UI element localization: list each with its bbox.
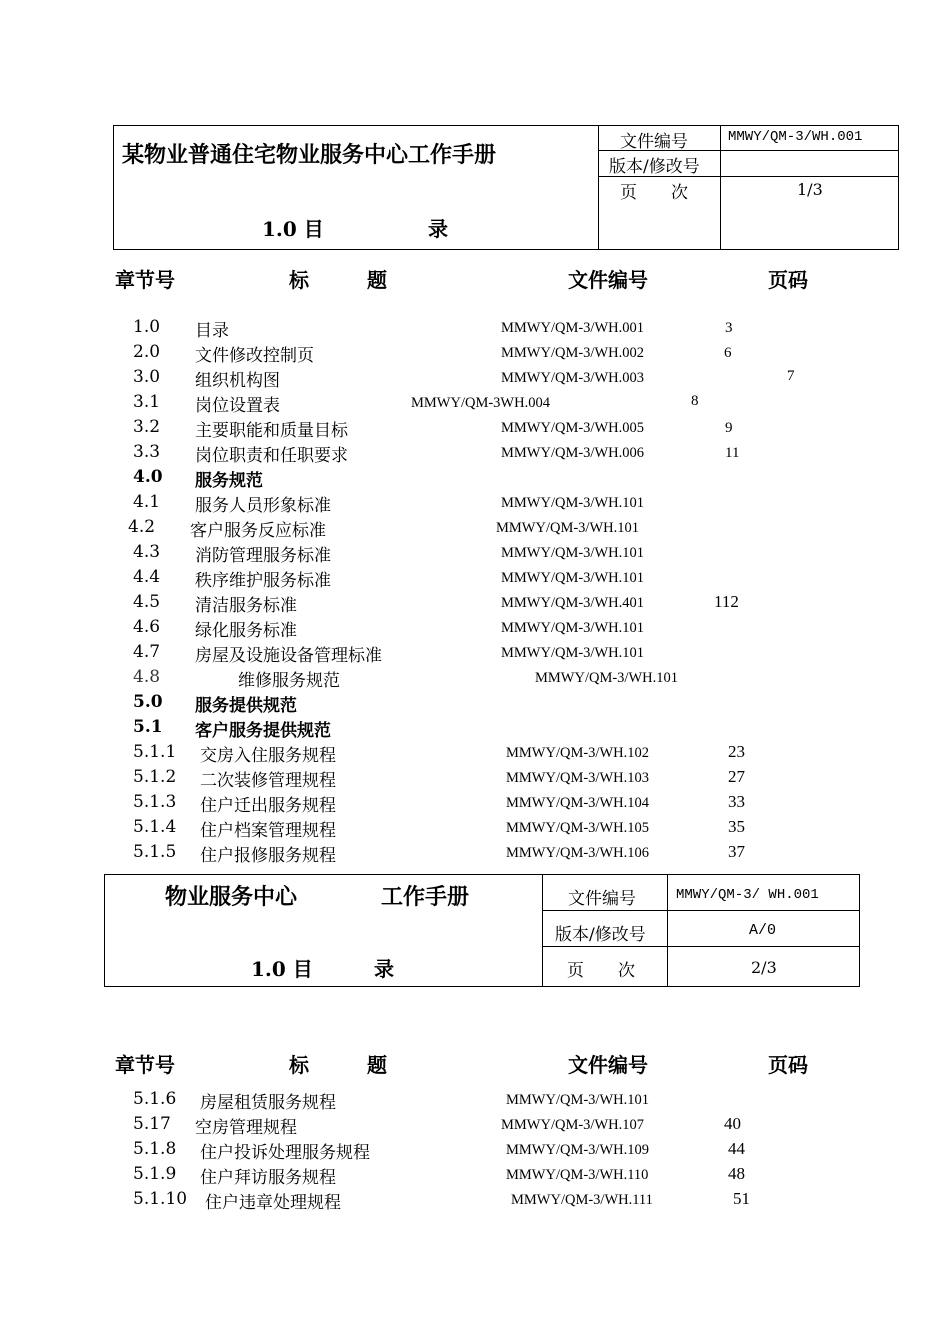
toc-page: 112 — [714, 592, 739, 611]
toc-title: 服务规范 — [195, 471, 263, 491]
toc-title: 服务人员形象标准 — [195, 496, 331, 516]
toc-code: MMWY/QM-3/WH.003 — [501, 370, 644, 386]
toc-page: 9 — [725, 420, 733, 436]
toc-code: MMWY/QM-3/WH.105 — [506, 820, 649, 836]
doc-no-value: MMWY/QM-3/ WH.001 — [676, 887, 819, 903]
column-chapter: 章节号 — [115, 268, 175, 292]
toc-title: 住户报修服务规程 — [200, 846, 336, 866]
doc-no-value: MMWY/QM-3/WH.001 — [728, 129, 863, 145]
column-doc-no: 文件编号 — [568, 1053, 648, 1077]
column-page: 页码 — [768, 1053, 808, 1077]
doc-no-label: 文件编号 — [568, 889, 636, 909]
toc-page: 33 — [728, 792, 745, 811]
toc-num: 3.3 — [133, 442, 161, 462]
toc-num: 5.1.4 — [133, 817, 177, 837]
toc-title: 主要职能和质量目标 — [195, 421, 348, 441]
toc-title: 绿化服务标准 — [195, 621, 297, 641]
toc-title: 住户迁出服务规程 — [200, 796, 336, 816]
toc-code: MMWY/QM-3/WH.101 — [501, 495, 644, 511]
column-title-a: 标 — [289, 1053, 309, 1077]
toc-code: MMWY/QM-3/WH.101 — [501, 545, 644, 561]
toc-code: MMWY/QM-3WH.004 — [411, 395, 550, 411]
toc-num: 5.1.9 — [133, 1164, 177, 1184]
toc-title: 客户服务反应标准 — [190, 521, 326, 541]
toc-num: 5.1.10 — [133, 1189, 188, 1209]
toc-num: 4.8 — [133, 667, 161, 687]
toc-title: 住户违章处理规程 — [205, 1193, 341, 1213]
toc-title: 维修服务规范 — [238, 671, 340, 691]
toc-code: MMWY/QM-3/WH.001 — [501, 320, 644, 336]
header-table-2-divider — [667, 874, 668, 987]
toc-title: 二次装修管理规程 — [200, 771, 336, 791]
toc-title: 房屋及设施设备管理标准 — [195, 646, 382, 666]
toc-code: MMWY/QM-3/WH.109 — [506, 1142, 649, 1158]
toc-num: 3.1 — [133, 392, 161, 412]
toc-num: 5.1 — [133, 717, 163, 737]
column-title-b: 题 — [367, 1053, 387, 1077]
toc-page: 51 — [733, 1189, 750, 1208]
header-table-2-rule — [542, 910, 860, 911]
toc-num: 5.1.8 — [133, 1139, 177, 1159]
toc-page: 8 — [691, 393, 699, 409]
toc-title: 目录 — [195, 321, 229, 341]
section-subtitle-end: 录 — [428, 217, 448, 241]
toc-num: 3.2 — [133, 417, 161, 437]
toc-title: 住户投诉处理服务规程 — [200, 1143, 370, 1163]
toc-num: 4.4 — [133, 567, 161, 587]
toc-num: 5.1.1 — [133, 742, 177, 762]
toc-code: MMWY/QM-3/WH.005 — [501, 420, 644, 436]
toc-num: 2.0 — [133, 342, 161, 362]
toc-title: 岗位职责和任职要求 — [195, 446, 348, 466]
toc-page: 48 — [728, 1164, 745, 1183]
header-table-1-divider — [720, 125, 721, 250]
page-value: 2/3 — [751, 958, 777, 977]
toc-code: MMWY/QM-3/WH.006 — [501, 445, 644, 461]
toc-code: MMWY/QM-3/WH.401 — [501, 595, 644, 611]
toc-title: 房屋租赁服务规程 — [200, 1093, 336, 1113]
toc-page: 40 — [724, 1114, 741, 1133]
toc-num: 5.0 — [133, 692, 163, 712]
toc-title: 文件修改控制页 — [195, 346, 314, 366]
toc-num: 4.7 — [133, 642, 161, 662]
toc-num: 5.17 — [133, 1114, 171, 1134]
toc-page: 37 — [728, 842, 745, 861]
version-label: 版本/修改号 — [555, 925, 646, 945]
toc-title: 消防管理服务标准 — [195, 546, 331, 566]
manual-title: 某物业普通住宅物业服务中心工作手册 — [122, 143, 497, 168]
toc-title: 组织机构图 — [195, 371, 280, 391]
toc-title: 交房入住服务规程 — [200, 746, 336, 766]
section-subtitle-number: 1.0 目 — [262, 217, 324, 241]
toc-code: MMWY/QM-3/WH.111 — [511, 1192, 653, 1208]
toc-code: MMWY/QM-3/WH.102 — [506, 745, 649, 761]
toc-code: MMWY/QM-3/WH.103 — [506, 770, 649, 786]
toc-page: 35 — [728, 817, 745, 836]
toc-num: 5.1.2 — [133, 767, 177, 787]
manual-title-part-a: 物业服务中心 — [165, 885, 298, 910]
toc-page: 23 — [728, 742, 745, 761]
toc-title: 服务提供规范 — [195, 696, 297, 716]
toc-title: 住户拜访服务规程 — [200, 1168, 336, 1188]
toc-num: 3.0 — [133, 367, 161, 387]
toc-num: 5.1.5 — [133, 842, 177, 862]
toc-code: MMWY/QM-3/WH.101 — [501, 645, 644, 661]
toc-code: MMWY/QM-3/WH.104 — [506, 795, 649, 811]
toc-page: 6 — [724, 345, 732, 361]
toc-code: MMWY/QM-3/WH.101 — [501, 570, 644, 586]
toc-code: MMWY/QM-3/WH.101 — [496, 520, 639, 536]
toc-num: 4.6 — [133, 617, 161, 637]
toc-num: 5.1.3 — [133, 792, 177, 812]
toc-code: MMWY/QM-3/WH.110 — [506, 1167, 649, 1183]
page-label: 页 次 — [620, 183, 688, 203]
version-value: A/0 — [749, 922, 777, 939]
section-subtitle-end: 录 — [374, 957, 394, 981]
column-page: 页码 — [768, 268, 808, 292]
toc-title: 秩序维护服务标准 — [195, 571, 331, 591]
page-value: 1/3 — [797, 180, 823, 199]
column-title-b: 题 — [367, 268, 387, 292]
toc-code: MMWY/QM-3/WH.101 — [501, 620, 644, 636]
toc-code: MMWY/QM-3/WH.106 — [506, 845, 649, 861]
version-label: 版本/修改号 — [609, 157, 700, 177]
toc-num: 4.0 — [133, 467, 163, 487]
section-subtitle-number: 1.0 目 — [251, 957, 313, 981]
toc-num: 4.1 — [133, 492, 161, 512]
toc-code: MMWY/QM-3/WH.107 — [501, 1117, 644, 1133]
column-doc-no: 文件编号 — [568, 268, 648, 292]
toc-num: 4.3 — [133, 542, 161, 562]
toc-num: 5.1.6 — [133, 1089, 177, 1109]
toc-page: 7 — [787, 368, 795, 384]
toc-num: 4.2 — [128, 517, 156, 537]
header-table-1-divider — [598, 125, 599, 250]
toc-title: 清洁服务标准 — [195, 596, 297, 616]
column-chapter: 章节号 — [115, 1053, 175, 1077]
column-title-a: 标 — [289, 268, 309, 292]
manual-title-part-b: 工作手册 — [381, 885, 470, 910]
toc-page: 3 — [725, 320, 733, 336]
toc-code: MMWY/QM-3/WH.101 — [535, 670, 678, 686]
toc-title: 客户服务提供规范 — [195, 721, 331, 741]
page-label: 页 次 — [567, 961, 635, 981]
toc-page: 44 — [728, 1139, 745, 1158]
toc-title: 住户档案管理规程 — [200, 821, 336, 841]
toc-title: 空房管理规程 — [195, 1118, 297, 1138]
toc-page: 27 — [728, 767, 745, 786]
toc-num: 1.0 — [133, 317, 161, 337]
toc-code: MMWY/QM-3/WH.101 — [506, 1092, 649, 1108]
doc-no-label: 文件编号 — [620, 132, 688, 152]
toc-title: 岗位设置表 — [195, 396, 280, 416]
toc-code: MMWY/QM-3/WH.002 — [501, 345, 644, 361]
header-table-2-rule — [542, 946, 860, 947]
toc-num: 4.5 — [133, 592, 161, 612]
toc-page: 11 — [725, 445, 740, 461]
header-table-2-divider — [542, 874, 543, 987]
